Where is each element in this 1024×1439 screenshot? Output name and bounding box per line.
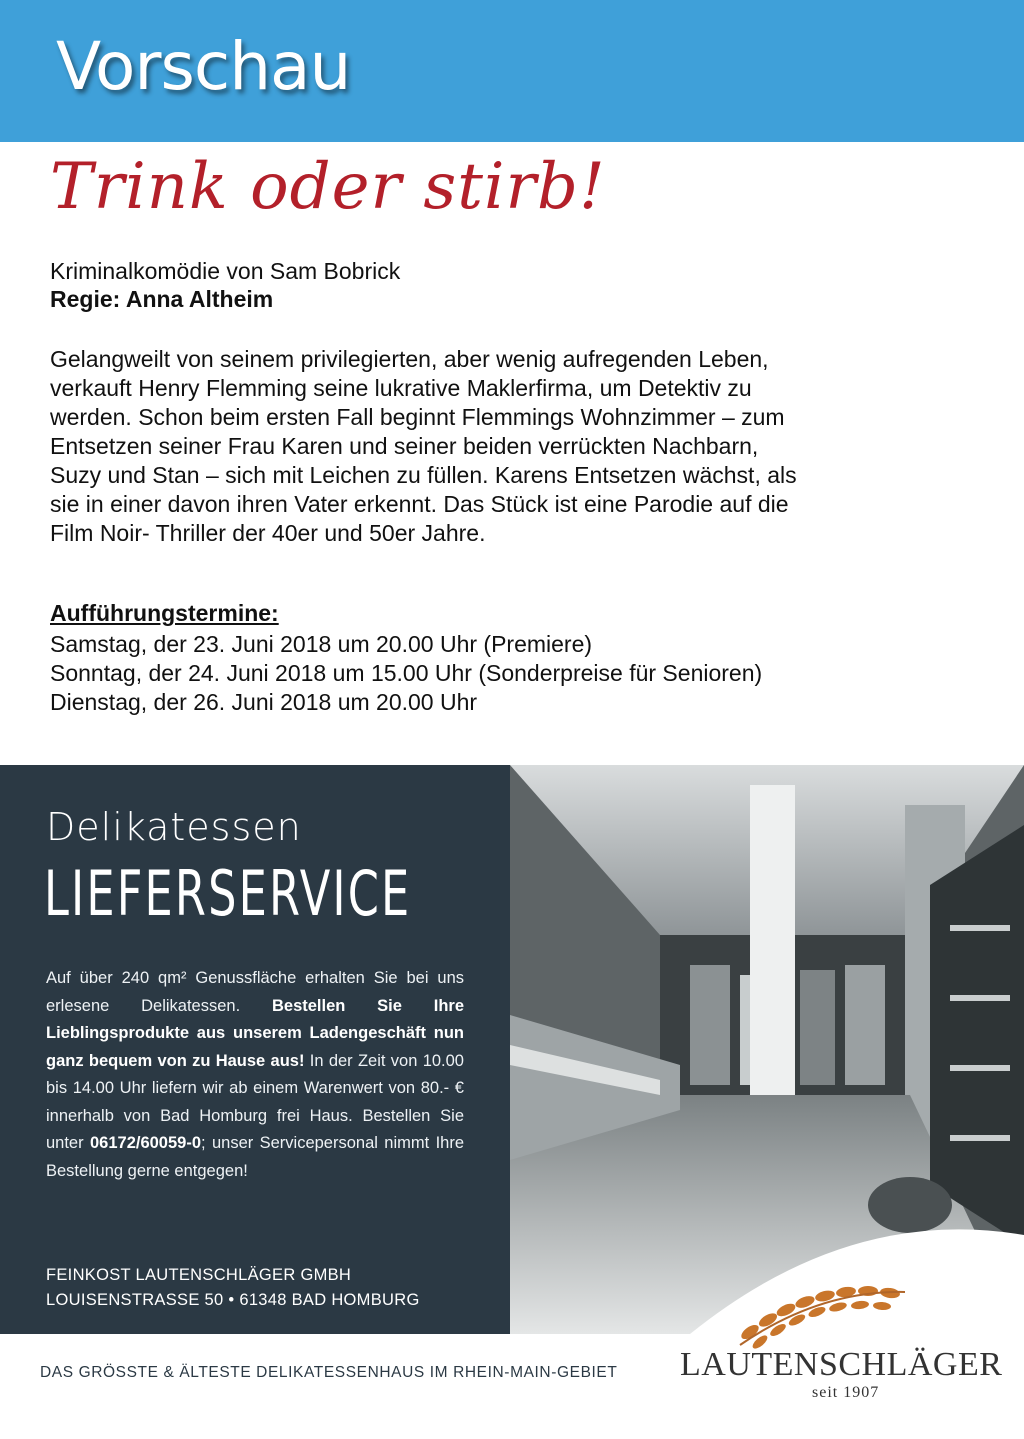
synopsis-line: Entsetzen seiner Frau Karen und seiner beiden verrückten Nachbarn, (50, 433, 759, 459)
shop-interior-photo (510, 765, 1024, 1334)
synopsis-line: Suzy und Stan – sich mit Leichen zu füllen. Karens Entsetzen wächst, als (50, 462, 797, 488)
ad-panel (0, 765, 510, 1334)
ad-company (46, 1263, 420, 1313)
dates-heading: Aufführungstermine: (50, 600, 279, 626)
play-title: Trink oder stirb! (50, 150, 606, 224)
company-name: FEINKOST LAUTENSCHLÄGER GMBH (46, 1266, 352, 1284)
synopsis-line: werden. Schon beim ersten Fall beginnt Flemmings Wohnzimmer – zum (50, 404, 785, 430)
synopsis-line: sie in einer davon ihren Vater erkennt. Das Stück ist eine Parodie auf die (50, 491, 789, 517)
play-subtitle: Kriminalkomödie von Sam Bobrick (50, 258, 401, 284)
ad-phone: 06172/60059-0 (89, 1134, 202, 1152)
page-title: Vorschau (56, 28, 351, 105)
play-synopsis (50, 345, 990, 548)
header-banner (0, 0, 1024, 142)
date-item: Sonntag, der 24. Juni 2018 um 15.00 Uhr (Sonderpreise für Senioren) (50, 660, 763, 686)
ad-headline: LIEFERSERVICE (44, 857, 412, 930)
synopsis-line: Gelangweilt von seinem privilegierten, aber wenig aufregenden Leben, (50, 346, 769, 372)
ad-body (46, 965, 464, 1185)
date-item: Samstag, der 23. Juni 2018 um 20.00 Uhr (Premiere) (50, 631, 593, 657)
company-address: LOUISENSTRASSE 50 • 61348 BAD HOMBURG (46, 1291, 420, 1309)
ad-body-bold: Bestellen Sie Ihre Lieblingsprodukte aus unserem Ladengeschäft nun ganz bequem von zu Hause aus! (46, 996, 465, 1070)
dates-list (50, 630, 762, 717)
logo-since: seit 1907 (812, 1384, 880, 1401)
shop-photo-illustration (510, 765, 1024, 1334)
ad-body-text: ; unser Servicepersonal nimmt Ihre Bestellung gerne entgegen! (46, 1134, 464, 1180)
play-director: Regie: Anna Altheim (50, 286, 274, 312)
synopsis-line: verkauft Henry Flemming seine lukrative Maklerfirma, um Detektiv zu (50, 375, 752, 401)
ad-body-text: Auf über 240 qm² Genussfläche erhalten Sie bei uns erlesene Delikatessen. (46, 969, 464, 1015)
ad-body-text: In der Zeit von 10.00 bis 14.00 Uhr liefern wir ab einem Warenwert von 80.- € innerhalb von Bad Homburg frei Haus. Bestellen Sie unter (46, 1051, 464, 1152)
date-item: Dienstag, der 26. Juni 2018 um 20.00 Uhr (50, 689, 478, 715)
footer-claim: DAS GRÖSSTE & ÄLTESTE DELIKATESSENHAUS IM RHEIN-MAIN-GEBIET (40, 1364, 618, 1381)
synopsis-line: Film Noir- Thriller der 40er und 50er Jahre. (50, 520, 486, 546)
ad-kicker: Delikatessen (46, 805, 302, 849)
logo-name: LAUTENSCHLÄGER (680, 1346, 1003, 1383)
